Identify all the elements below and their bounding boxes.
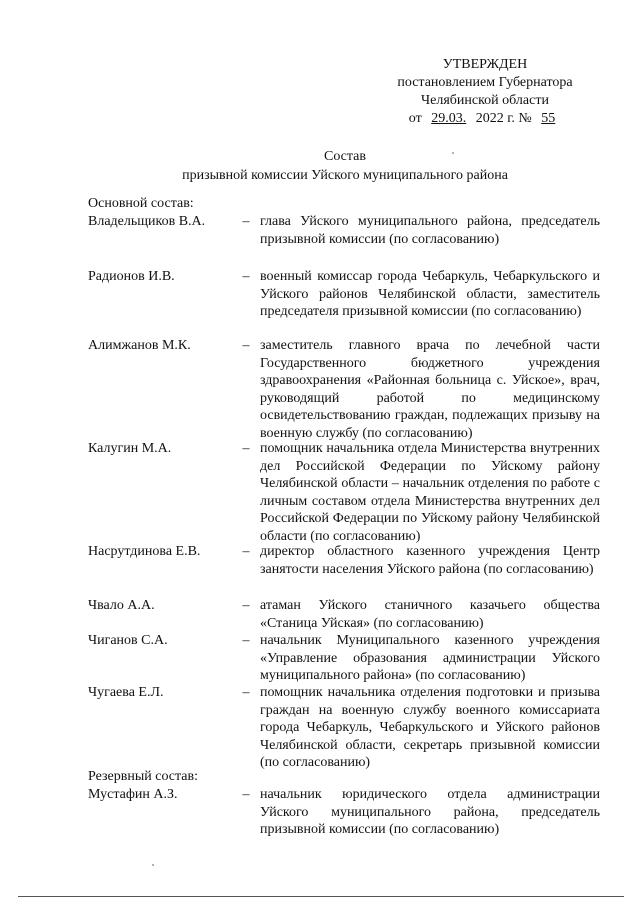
member-name: Алимжанов М.К. (88, 338, 191, 353)
scan-speck (152, 864, 154, 866)
member-dash: – (242, 338, 250, 353)
member-dash: – (242, 598, 250, 613)
approval-block (360, 56, 610, 128)
approval-number: 55 (541, 111, 556, 126)
member-dash: – (242, 214, 250, 229)
scan-speck (452, 152, 454, 154)
member-name: Чвало А.А. (88, 598, 155, 613)
document-title (90, 147, 600, 185)
member-dash: – (242, 441, 250, 456)
year-suffix: 2022 г. № (475, 111, 532, 126)
member-name: Насрутдинова Е.В. (88, 544, 201, 559)
member-name: Радионов И.В. (88, 269, 175, 284)
member-name: Чиганов С.А. (88, 633, 168, 648)
member-role: помощник начальника отделения подготовки и призыва граждан на военную службу военного комиссариата города Чебаркуль, Чебаркульского и Уйского районов Челябинской области, секретарь призывной комиссии (по согласованию) (260, 685, 600, 771)
member-dash: – (242, 633, 250, 648)
member-role: директор областного казенного учреждения Центр занятости населения Уйского района (по согласованию) (260, 544, 600, 577)
member-role: глава Уйского муниципального района, председатель призывной комиссии (по согласованию) (260, 214, 600, 247)
member-role: заместитель главного врача по лечебной части Государственного бюджетного учреждения здравоохранения «Районная больница с. Уйское», врач, руководящий работой по медицинскому освидетельствованию граждан, подлежащих призыву на военную службу (по согласованию) (260, 338, 600, 441)
reserve-composition-label: Резервный состав: (88, 769, 199, 784)
member-role: военный комиссар города Чебаркуль, Чебаркульского и Уйского районов Челябинской области, заместитель председателя призывной комиссии (по согласованию) (260, 269, 600, 320)
approval-title: УТВЕРЖДЕН (442, 57, 528, 72)
member-role: начальник юридического отдела администрации Уйского муниципального района, председатель призывной комиссии (по согласованию) (260, 787, 600, 838)
approval-date-line (360, 110, 610, 128)
approval-date: 29.03. (431, 111, 467, 126)
member-name: Калугин М.А. (88, 441, 172, 456)
approval-line-decree: постановлением Губернатора (397, 75, 573, 90)
title-line-2: призывной комиссии Уйского муниципального района (182, 168, 508, 183)
member-dash: – (242, 269, 250, 284)
member-role: начальник Муниципального казенного учреждения «Управление образования администрации Уйского муниципального района» (по согласованию) (260, 633, 600, 684)
title-line-1: Состав (323, 149, 366, 164)
member-name: Мустафин А.З. (88, 787, 178, 802)
approval-line-region: Челябинской области (421, 93, 549, 108)
member-role: помощник начальника отдела Министерства внутренних дел Российской Федерации по Уйскому району Челябинской области – начальник отделения по работе с личным составом отдела Министерства внутренних дел Российской Федерации по Уйскому району Челябинской области (по согласованию) (260, 441, 600, 544)
member-name: Владельщиков В.А. (88, 214, 206, 229)
member-dash: – (242, 685, 250, 700)
page-bottom-edge (18, 896, 624, 897)
member-dash: – (242, 544, 250, 559)
date-prefix: от (408, 111, 422, 126)
member-name: Чугаева Е.Л. (88, 685, 164, 700)
member-role: атаман Уйского станичного казачьего общества «Станица Уйская» (по согласованию) (260, 598, 600, 631)
main-composition-label: Основной состав: (88, 196, 194, 211)
member-dash: – (242, 787, 250, 802)
